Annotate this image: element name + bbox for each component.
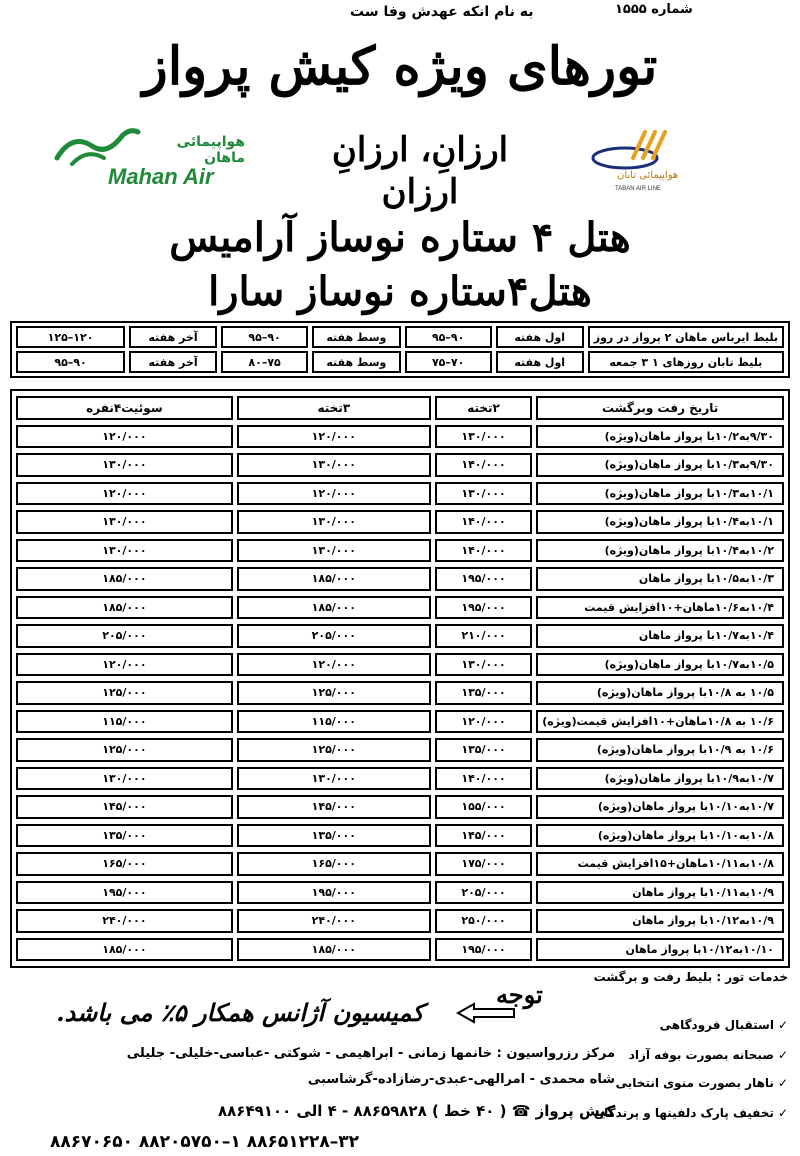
mid-week-label: وسط هفته — [312, 351, 400, 373]
tour-date: ۱۰/۱۰به۱۰/۱۲با پرواز ماهان — [536, 938, 784, 962]
price-double: ۱۴۰/۰۰۰ — [435, 767, 532, 791]
arrow-left-icon — [456, 1002, 516, 1024]
tour-date: ۹/۳۰به۱۰/۲با پرواز ماهان(ویژه) — [536, 425, 784, 449]
price-suite: ۱۹۵/۰۰۰ — [16, 881, 233, 905]
header-suite: سوئیت۴نفره — [16, 396, 233, 420]
table-row — [16, 881, 784, 905]
price-suite: ۱۲۰/۰۰۰ — [16, 653, 233, 677]
price-double: ۱۳۵/۰۰۰ — [435, 681, 532, 705]
price-suite: ۱۸۵/۰۰۰ — [16, 567, 233, 591]
mahan-logo-en: Mahan Air — [108, 164, 214, 189]
price-double: ۱۲۰/۰۰۰ — [435, 710, 532, 734]
price-triple: ۱۳۰/۰۰۰ — [237, 510, 431, 534]
price-suite: ۱۳۰/۰۰۰ — [16, 453, 233, 477]
mid-week-price: ۷۵–۸۰ — [221, 351, 308, 373]
tour-date: ۱۰/۲به۱۰/۴با پرواز ماهان(ویژه) — [536, 539, 784, 563]
commission-notice: کمیسیون آژانس همکار ۵٪ می باشد. — [56, 998, 424, 1027]
price-row — [16, 326, 784, 348]
mahan-swoosh-icon — [52, 128, 142, 168]
price-double: ۱۹۵/۰۰۰ — [435, 938, 532, 962]
reservations-staff-2: شاه محمدی - امرالهی-عبدی-رضازاده-گرشاسبی — [307, 1072, 615, 1087]
price-double: ۲۵۰/۰۰۰ — [435, 909, 532, 933]
price-triple: ۱۲۰/۰۰۰ — [237, 425, 431, 449]
price-triple: ۱۳۵/۰۰۰ — [237, 824, 431, 848]
table-row — [16, 710, 784, 734]
price-double: ۱۹۵/۰۰۰ — [435, 567, 532, 591]
tour-date: ۱۰/۷به۱۰/۱۰با پرواز ماهان(ویژه) — [536, 795, 784, 819]
table-row — [16, 681, 784, 705]
price-suite: ۱۳۰/۰۰۰ — [16, 767, 233, 791]
early-week-price: ۷۰–۷۵ — [405, 351, 492, 373]
late-week-price: ۹۰–۹۵ — [16, 351, 125, 373]
price-suite: ۱۴۵/۰۰۰ — [16, 795, 233, 819]
price-triple: ۱۸۵/۰۰۰ — [237, 938, 431, 962]
table-row — [16, 510, 784, 534]
price-double: ۱۵۵/۰۰۰ — [435, 795, 532, 819]
tour-date: ۱۰/۹به۱۰/۱۱با پرواز ماهان — [536, 881, 784, 905]
price-double: ۱۴۰/۰۰۰ — [435, 453, 532, 477]
hotel-sara: هتل۴ستاره نوساز سارا — [208, 268, 592, 315]
tour-date: ۱۰/۶ به ۱۰/۹با پرواز ماهان(ویژه) — [536, 738, 784, 762]
table-row — [16, 624, 784, 648]
check-icon: ✓ — [777, 1106, 788, 1120]
table-row — [16, 795, 784, 819]
price-triple: ۱۹۵/۰۰۰ — [237, 881, 431, 905]
price-suite: ۱۲۰/۰۰۰ — [16, 425, 233, 449]
tour-date: ۱۰/۶ به ۱۰/۸ماهان+۱۰افزایش قیمت(ویژه) — [536, 710, 784, 734]
phone-numbers: ۸۸۶۷۰۶۵۰ ۸۸۲۰۵۷۵۰–۱ ۸۸۶۵۱۲۲۸–۳۲ — [50, 1132, 359, 1152]
price-triple: ۱۲۵/۰۰۰ — [237, 681, 431, 705]
check-icon: ✓ — [777, 1018, 788, 1032]
price-triple: ۲۴۰/۰۰۰ — [237, 909, 431, 933]
price-double: ۲۱۰/۰۰۰ — [435, 624, 532, 648]
price-suite: ۱۸۵/۰۰۰ — [16, 596, 233, 620]
table-row — [16, 824, 784, 848]
tour-date: ۹/۳۰به۱۰/۳با پرواز ماهان(ویژه) — [536, 453, 784, 477]
price-suite: ۲۴۰/۰۰۰ — [16, 909, 233, 933]
late-week-price: ۱۲۰–۱۲۵ — [16, 326, 125, 348]
table-row — [16, 909, 784, 933]
ticket-price-table — [10, 321, 790, 378]
table-row — [16, 539, 784, 563]
taban-logo-en: TABAN AIR LINE — [615, 186, 661, 192]
price-double: ۱۴۰/۰۰۰ — [435, 539, 532, 563]
tour-date: ۱۰/۵به۱۰/۷با پرواز ماهان(ویژه) — [536, 653, 784, 677]
mahan-air-logo — [40, 122, 245, 194]
table-row — [16, 482, 784, 506]
mahan-logo-fa: هواپیمائی ماهان — [176, 134, 245, 166]
price-suite: ۱۲۰/۰۰۰ — [16, 482, 233, 506]
price-triple: ۱۱۵/۰۰۰ — [237, 710, 431, 734]
table-row — [16, 738, 784, 762]
phone-line: کیش پرواز ☎ ( ۴۰ خط ) ۸۸۶۵۹۸۲۸ - ۴ الی ۸۸۶۴۹۱۰۰ — [218, 1102, 615, 1120]
tagline-line2: ارزان — [381, 172, 459, 212]
taban-air-logo — [585, 128, 690, 198]
table-row — [16, 596, 784, 620]
price-double: ۱۷۵/۰۰۰ — [435, 852, 532, 876]
service-item: ✓صبحانه بصورت بوفه آزاد — [628, 1048, 788, 1062]
price-triple: ۱۸۵/۰۰۰ — [237, 596, 431, 620]
table-row — [16, 852, 784, 876]
basmala: به نام انکه عهدش وفا ست — [350, 4, 534, 20]
price-double: ۱۴۵/۰۰۰ — [435, 824, 532, 848]
document-number: شماره ۱۵۵۵ — [615, 2, 693, 17]
tour-date: ۱۰/۵ به ۱۰/۸با پرواز ماهان(ویژه) — [536, 681, 784, 705]
price-double: ۱۳۵/۰۰۰ — [435, 738, 532, 762]
price-double: ۲۰۵/۰۰۰ — [435, 881, 532, 905]
tagline-line1: ارزانِ، ارزانِ — [331, 130, 509, 170]
tours-table-header — [16, 396, 784, 420]
tours-table — [10, 389, 790, 968]
price-suite: ۱۶۵/۰۰۰ — [16, 852, 233, 876]
price-double: ۱۹۵/۰۰۰ — [435, 596, 532, 620]
price-suite: ۱۱۵/۰۰۰ — [16, 710, 233, 734]
tour-date: ۱۰/۴به۱۰/۶ماهان+۱۰افزایش قیمت — [536, 596, 784, 620]
price-triple: ۱۳۰/۰۰۰ — [237, 453, 431, 477]
price-triple: ۲۰۵/۰۰۰ — [237, 624, 431, 648]
service-item: ✓تخفیف پارک دلفینها و پرندگان — [593, 1106, 788, 1120]
price-suite: ۱۳۰/۰۰۰ — [16, 510, 233, 534]
price-double: ۱۳۰/۰۰۰ — [435, 425, 532, 449]
tour-date: ۱۰/۱به۱۰/۳با پرواز ماهان(ویژه) — [536, 482, 784, 506]
attention-label: توجه — [496, 980, 543, 1009]
late-week-label: آخر هفته — [129, 351, 217, 373]
price-triple: ۱۴۵/۰۰۰ — [237, 795, 431, 819]
price-double: ۱۳۰/۰۰۰ — [435, 482, 532, 506]
table-row — [16, 425, 784, 449]
price-row — [16, 351, 784, 373]
header-line — [330, 2, 730, 24]
early-week-label: اول هفته — [496, 326, 584, 348]
tour-date: ۱۰/۱به۱۰/۴با پرواز ماهان(ویژه) — [536, 510, 784, 534]
early-week-label: اول هفته — [496, 351, 584, 373]
check-icon: ✓ — [777, 1048, 788, 1062]
table-row — [16, 453, 784, 477]
ticket-name: بلیط ایرباس ماهان ۲ پرواز در روز — [588, 326, 784, 348]
ticket-name: بلیط تابان روزهای ۱ ۳ جمعه — [588, 351, 784, 373]
price-triple: ۱۳۰/۰۰۰ — [237, 539, 431, 563]
tour-date: ۱۰/۳به۱۰/۵با پرواز ماهان — [536, 567, 784, 591]
price-double: ۱۴۰/۰۰۰ — [435, 510, 532, 534]
price-triple: ۱۲۰/۰۰۰ — [237, 653, 431, 677]
header-triple: ۳تخته — [237, 396, 431, 420]
taban-logo-fa: هواپیمائی تابان — [617, 170, 679, 181]
table-row — [16, 767, 784, 791]
price-suite: ۱۲۵/۰۰۰ — [16, 681, 233, 705]
hotel-aramis: هتل ۴ ستاره نوساز آرامیس — [169, 214, 631, 261]
price-suite: ۱۳۰/۰۰۰ — [16, 539, 233, 563]
tour-date: ۱۰/۹به۱۰/۱۲با پرواز ماهان — [536, 909, 784, 933]
header-double: ۲تخته — [435, 396, 532, 420]
table-row — [16, 653, 784, 677]
tour-date: ۱۰/۸به۱۰/۱۱ماهان+۱۵افزایش قیمت — [536, 852, 784, 876]
tour-date: ۱۰/۷به۱۰/۹با پرواز ماهان(ویژه) — [536, 767, 784, 791]
mid-week-label: وسط هفته — [312, 326, 400, 348]
header-date: تاریخ رفت وبرگشت — [536, 396, 784, 420]
services-title: خدمات تور : بلیط رفت و برگشت — [593, 970, 788, 984]
service-item: ✓ناهار بصورت منوی انتخابی — [615, 1076, 788, 1090]
check-icon: ✓ — [777, 1076, 788, 1090]
tour-date: ۱۰/۴به۱۰/۷با پرواز ماهان — [536, 624, 784, 648]
price-suite: ۱۳۵/۰۰۰ — [16, 824, 233, 848]
service-item: ✓استقبال فرودگاهی — [659, 1018, 788, 1032]
mid-week-price: ۹۰–۹۵ — [221, 326, 308, 348]
late-week-label: آخر هفته — [129, 326, 217, 348]
price-double: ۱۳۰/۰۰۰ — [435, 653, 532, 677]
price-triple: ۱۲۵/۰۰۰ — [237, 738, 431, 762]
taban-wings-icon — [585, 128, 690, 172]
price-triple: ۱۲۰/۰۰۰ — [237, 482, 431, 506]
early-week-price: ۹۰–۹۵ — [405, 326, 492, 348]
price-triple: ۱۳۰/۰۰۰ — [237, 767, 431, 791]
table-row — [16, 567, 784, 591]
price-suite: ۲۰۵/۰۰۰ — [16, 624, 233, 648]
page-title: تورهای ویژه کیش پرواز — [142, 36, 658, 97]
price-triple: ۱۸۵/۰۰۰ — [237, 567, 431, 591]
price-suite: ۱۲۵/۰۰۰ — [16, 738, 233, 762]
reservations-staff: مرکز رزرواسیون : خانمها زمانی - ابراهیمی - شوکتی -عباسی-خلیلی- جلیلی — [126, 1046, 615, 1061]
table-row — [16, 938, 784, 962]
tour-date: ۱۰/۸به۱۰/۱۰با پرواز ماهان(ویژه) — [536, 824, 784, 848]
price-suite: ۱۸۵/۰۰۰ — [16, 938, 233, 962]
price-triple: ۱۶۵/۰۰۰ — [237, 852, 431, 876]
